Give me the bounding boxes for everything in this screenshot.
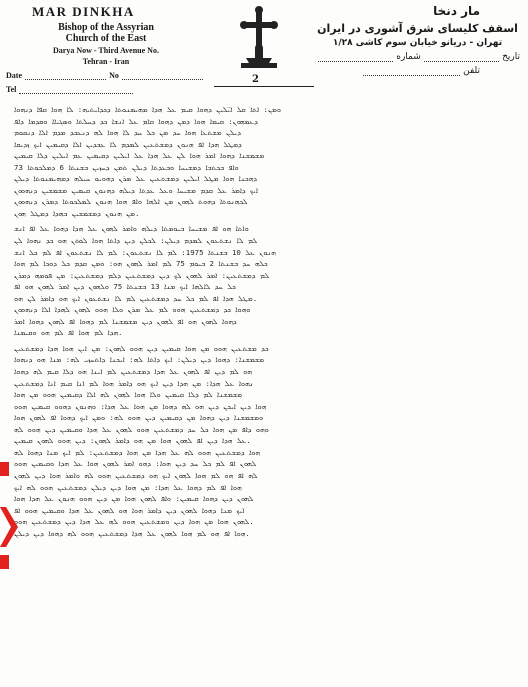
date-label-persian: تاریخ — [502, 52, 520, 62]
body-line: ܥܠ ܗܕܐ ܕܝܢ ܐܦ ܠܗܘܢ ܗܘܐ ܡܢ ܗܘ ܕܐܡܪ ܠܗܘܢ: ܕܝܢ ܗܘܘ ܠܗܘܢ ܩܝܡܝܢ. — [14, 436, 251, 446]
body-line: ܡܢ ܗܢܘܢ ܕܡܫܡܫܝܢ ܒܗܕܐ ܕܡܛܠ ܗܘܢ. — [14, 208, 140, 218]
body-line: ܠܡ ܕܡܫܬܥܝܢ: ܐܡܪ ܠܗܘܢ ܠܟ ܕܝܢ ܕܡܫܬܥܝܢ ܕܠܡ ܕܡܫܬܥܝܢ: ܡܢ ܦܘܡܗ ܕܡܪܢ — [14, 270, 270, 280]
body-line: ܗܘܐ ܕܝܢ ܐܝܟܢ ܕܝܢ ܗܘ ܠܗ ܕܗܘܐ ܡܢ ܗܘܐ ܥܠ ܗܕܐ: ܘܗܢܘܢ ܕܗܘܘ ܩܝܡܝܢ ܗܘܘ — [14, 401, 267, 411]
sender-title-line-2: Church of the East — [65, 33, 147, 44]
sender-name: MAR DINKHA — [32, 4, 135, 19]
sender-name-persian: مار دنخا — [433, 4, 480, 18]
body-line: ܐܝܟ ܡܢܐ ܕܗܘܐ ܠܗܘܢ ܕܝܢ ܕܐܡܪ ܗܘܐ ܗܘ ܠܗܘܢ ܥܠ ܗܕܐ ܘܩܝܡܝܢ ܗܘܘ ܐܦ — [14, 505, 245, 515]
sender-title-line-1: Bishop of the Assyrian — [58, 22, 154, 33]
date-no-row-persian — [315, 52, 520, 62]
tel-label-persian: تلفن — [463, 66, 480, 76]
no-blank — [122, 71, 203, 80]
no-label: No — [109, 71, 119, 80]
letter-body — [14, 104, 522, 684]
body-line: ܗܘܐ ܕܡܫܬܥܝܢ ܗܘܘ ܠܗ ܥܠ ܗܕܐ ܡܢ ܗܘܐ ܕܡܫܬܥܝܢ: ܠܡ ܐܝܟ ܡܢܐ ܕܗܘܐ ܠܗ — [14, 447, 260, 457]
letterhead-right — [315, 4, 520, 76]
body-line: ܠܟܗܢܘܬܐ ܕܗܘܬ ܠܗܘܢ ܡܢ ܐܠܗܐ ܘܐܦ ܗܘܐ ܗܢܘܢ ܠܡܠܟܘܬܐ ܕܡܪܢ ܕܢܗܘܘܢ — [14, 197, 248, 207]
body-line: ܕܗܘܐ ܠܗܘܢ ܗܘ ܐܦ ܠܗܘܢ ܕܝܢ ܡܫܡܫܢܐ ܠܡ ܕܗܘܐ ܐܦ ܠܗܘܢ ܕܗܘܐ ܐܡܪ — [14, 316, 237, 326]
body-line: ܟܠ ܚܕ ܠܐܠܗܐ ܐܝܟ ܡܢܐ 13 ܒܫܢܬܐ 75 ܘܠܗܘܢ ܕܝܢ ܐܡܪ ܠܗܘܢ ܗܘ ܐܦ — [14, 282, 236, 292]
body-line: ܗܕܐ ܠܡ ܗܘܐ ܐܦ ܠܡ ܗܘ ܘܩܝܡܢܐ. — [14, 328, 123, 338]
cross-emblem-icon — [236, 6, 282, 72]
body-line: ܟܕ ܡܫܬܥܝܢ ܗܘܘ ܡܢ ܗܘܐ ܩܝܡܝܢ ܕܝܢ ܗܘܘ ܠܗܘܢ: ܡܢ ܐܝܢ ܗܘܐ ܗܕܐ ܕܡܫܬܥܝܢ — [14, 343, 269, 353]
body-line: ܕܝܠܢ ܡܫܬܥܐ ܗܘܐ ܚܕ ܡܢ ܟܠ ܚܕ ܠܐ ܗܘܐ ܠܗ ܕܢܥܒܕ ܡܕܡ ܐܠܐ ܕܢܩܘܡ — [14, 128, 241, 138]
body-line: ܐܝܟ ܕܐܡܪ ܥܠ ܩܕܡ ܡܫܝܚܐ ܘܥܠ ܥܕܬܐ ܕܝܠܗ ܕܗܢܘܢ ܩܝܡܝܢ ܡܫܡܫܝܢ ܕܢܗܘܘܢ — [14, 185, 258, 195]
body-line: ܘܐܬܐ ܗܘ ܐܦ ܡܫܝܚܐ ܒܝܘܡܬܐ ܕܝܠܗ ܘܐܡܪ ܠܗܘܢ ܥܠ ܗܕܐ ܕܗܘܐ ܥܠ ܐܦ ܐܢܫ — [14, 224, 249, 234]
body-line: ܕܗܟܢܐ ܗܘܐ ܡܛܠ ܐܝܠܝܢ ܕܡܫܬܥܝܢ ܥܠ ܡܪܢ ܕܗܘܝܘ ܚܝܠܗ ܕܡܗܝܡܢܘܬܐ ܕܝܠܢ — [14, 174, 257, 184]
body-line: ܠܗ ܐܦ ܗܘ ܠܡ ܗܘܐ ܠܗܘܢ ܐܝܟ ܗܘ ܕܡܫܬܥܝܢ ܗܘܘ ܠܗ ܘܐܡܪ ܗܘܐ ܕܝܢ ܠܗܘܢ — [14, 470, 258, 480]
date-blank — [25, 71, 106, 80]
margin-mark-top — [0, 462, 9, 476]
body-line: ܗܘ ܠܡ ܕܝܢ ܐܦ ܠܗܘܢ ܥܠ ܗܕܐ ܕܡܫܬܥܝܢ ܠܡ ܐܝܢܐ ܗܘ ܕܠܐ ܩܝܡ ܠܗ ܕܗܘܐ — [14, 367, 252, 377]
sender-address-line-1: Darya Now - Third Avenue No. — [53, 46, 159, 55]
body-line: ܢܗܘܐ ܥܠ ܗܕܐ: ܡܢ ܗܕܐ ܕܝܢ ܐܝܟ ܗܘ ܕܐܡܪ ܗܘܐ ܠܡ ܐܢܐ ܩܝܡ ܐܢܐ ܕܡܫܬܥܝܢ — [14, 378, 254, 388]
body-line: ܠܗܘܢ ܕܝܢ ܕܗܘܐ ܩܝܡܝܢ: ܘܐܦ ܠܗܘܢ ܗܘܐ ܡܢ ܕܝܢ ܗܘܘ ܗܢܘܢ ܥܠ ܗܕܐ ܗܘܐ — [14, 494, 254, 504]
body-line: ܡܫܡܫܢܐ ܠܡ ܕܠܐ ܩܝܡܝܢ ܘܠܐ ܗܘܐ ܠܗܘܢ ܠܗ ܐܠܐ ܕܩܝܡܝܢ ܗܘܘ ܡܢ ܗܘܐ — [14, 390, 242, 400]
date-blank-persian — [424, 53, 499, 62]
body-line: ܠܗܘܢ ܐܦ ܠܡ ܟܠ ܚܕ ܕܝܢ ܗܘܐ: ܕܗܘ ܐܡܪ ܠܗܘܢ ܗܘܐ ܥܠ ܗܕܐ ܘܩܝܡܝܢ ܗܘܘ — [14, 459, 257, 469]
body-line: ܡܛܠ ܗܕܐ ܐܦ ܠܡ ܟܠ ܚܕ ܕܡܫܬܥܝܢ ܠܡ ܠܐ ܢܫܬܥܘܢ ܐܝܟ ܗܘ ܕܐܡܪ ܠܢ ܗܘ. — [14, 293, 258, 303]
body-line: ܘܗܘܐ ܟܕ ܕܡܫܬܥܝܢ ܗܘܘ ܠܡ ܥܠ ܡܪܢ ܘܠܐ ܗܘܘ ܠܗܘܢ ܠܗܕܐ ܐܠܐ ܕܢܗܘܘܢ — [14, 305, 251, 315]
tel-row-persian — [360, 66, 480, 76]
body-line: ܗܘܐ ܐܦ ܠܡ ܕܗܘܐ ܥܠ ܗܕܐ: ܡܢ ܗܘܐ ܕܝܢ ܕܝܠܢ ܕܡܫܬܥܝܢ ܗܘܘ ܠܗ ܐܝܟ — [14, 482, 242, 492]
margin-arrow-icon — [0, 507, 20, 547]
body-line: ܘܡܫܡܫܢܐ ܕܝܢ ܕܗܘܐ ܡܢ ܕܩܝܡܝܢ ܕܝܢ ܗܘܘ ܠܗ: ܘܡܢ ܐܝܟ ܕܗܘܐ ܐܦ ܠܗܘܢ ܗܘܐ — [14, 413, 264, 423]
letterhead-left — [6, 4, 206, 94]
body-line: ܕܥܡܗܘܢ: ܩܝܡܐ ܗܘܐ ܕܡܢ ܕܗܘܐ ܩܐܡ ܥܠ ܐܢܫܐ ܟܕ ܕܚܠܬܐ ܘܣܓܝܐܐ ܘܩܕܡܐ ܕܐܦ — [14, 116, 258, 126]
sender-address-persian: تهران - دریانو خیابان سوم کاشی ۱/۲۸ — [332, 38, 503, 48]
body-line: ܕܡܛܠ ܗܕܐ ܐܦ ܗܢܘܢ ܕܡܫܬܥܝܢ ܠܡܕܡ ܠܐ ܥܒܕܝܢ ܐܠܐ ܕܩܝܡܝܢ ܐܝܟ ܙܕܝܩܐ — [14, 139, 242, 149]
body-line: ܘܗܘ ܕܐܦ ܡܢ ܗܘܐ ܟܠ ܚܕ ܕܡܫܬܥܝܢ ܗܘܘ ܠܗܘܢ ܥܠ ܗܕܐ ܘܩܝܡܝܢ ܕܝܢ ܗܘܘ ܠܗ — [14, 424, 269, 434]
tel-blank-persian — [363, 67, 460, 76]
tel-blank — [19, 85, 133, 94]
page-number-rule — [214, 86, 314, 87]
margin-mark-bottom — [0, 555, 9, 569]
sender-address-line-2: Tehran - Iran — [82, 57, 130, 66]
tel-label: Tel — [6, 85, 17, 94]
body-line: ܠܗܘܢ ܗܘܐ ܡܢ ܗܘܐ ܕܝܢ ܘܡܫܬܥܝܢ ܗܘܘ ܠܗ ܥܠ ܗܕܐ ܕܝܢ ܕܡܫܬܥܝܢ ܗܘܘ. — [14, 517, 254, 527]
body-line: ܠܡ ܠܐ ܢܫܬܥܘܢ ܠܡܕܡ ܕܝܠܢ: ܠܟܠܢ ܕܝܢ ܕܐܬܐ ܗܘܐ ܠܘܬܢ ܗܘ ܟܕ ܢܗܘܐ ܠܢ — [14, 236, 258, 246]
body-line: ܗܘܐ ܐܦ ܗܘ ܠܡ ܗܘܐ ܠܗܘܢ ܥܠ ܗܕܐ ܕܡܫܬܥܝܢ ܗܘܘ ܠܗ ܕܗܘܐ ܕܝܢ ܕܝܠܢ. — [14, 528, 250, 538]
sender-title-persian: اسقف کلیسای شرق آشوری در ایران — [317, 22, 518, 35]
body-line: ܡܫܡܫܢܐ: ܕܗܘܐ ܕܝܢ ܕܝܠܢ: ܐܝܟ ܕܐܬܐ ܠܗ: ܐܝܟܢܐ ܕܐܬܚܙܝ ܠܗ: ܡܢܐ ܗܘ ܕܢܗܘܐ — [14, 355, 264, 365]
body-line: ܗܢܘܢ ܥܠ 10 ܒܫܢܬܐ 1975: ܠܡ ܠܐ ܢܫܬܥܘܢ: ܠܡ ܠܐ ܢܫܬܥܘܢ ܐܦ ܠܡ ܟܠ ܐܢܫ — [14, 247, 276, 257]
no-blank-persian — [318, 53, 393, 62]
page-number: 2 — [252, 74, 259, 85]
body-line: ܘܡܢ: ܐܬܐ ܩܠ ܐܝ̈ܠܝܢ ܕܗܘܐ ܩܝܡ ܥܠ ܗܕܐ ܡܗܝܡܢܘܬܐ ܕܟܕܐܝܬܝܗ: ܠܐ ܗܘܐ ܩܦܐ ܕܢܗܘܐ — [14, 105, 281, 114]
body-line: ܘܐܦ ܒܟܬܒܐ ܕܡܫܝܚܐ ܘܒܥܕܬܐ ܕܝܠܢ ܬܡܢ ܕܚܙܝܢ ܒܫܢܬܐ 6 ܕܡܠܟܘܬܐ 73 — [14, 162, 239, 172]
date-no-row — [6, 71, 206, 80]
body-line: ܡܫܡܫܢܐ ܕܗܘܐ ܐܡܪ ܗܘܐ ܠܢ ܥܠ ܗܕܐ ܥܠ ܐܝܠܝܢ ܕܩܝܡܝܢ ܥܡ ܐܝܠܝܢ ܕܠܐ ܩܝܡܝܢ — [14, 151, 265, 161]
no-label-persian: شماره — [396, 52, 421, 62]
date-label: Date — [6, 71, 22, 80]
tel-row — [6, 85, 136, 94]
body-line: ܟܠܗ ܚܕ ܒܫܢܬܐ 2 ܒܝܘܡ 75 ܠܡ ܐܡܪ ܠܗܘܢ ܗܘ: ܘܡܢ ܩܕܡ ܟܠ ܕܘܟܐ ܠܡ ܗܘܐ — [14, 259, 268, 269]
